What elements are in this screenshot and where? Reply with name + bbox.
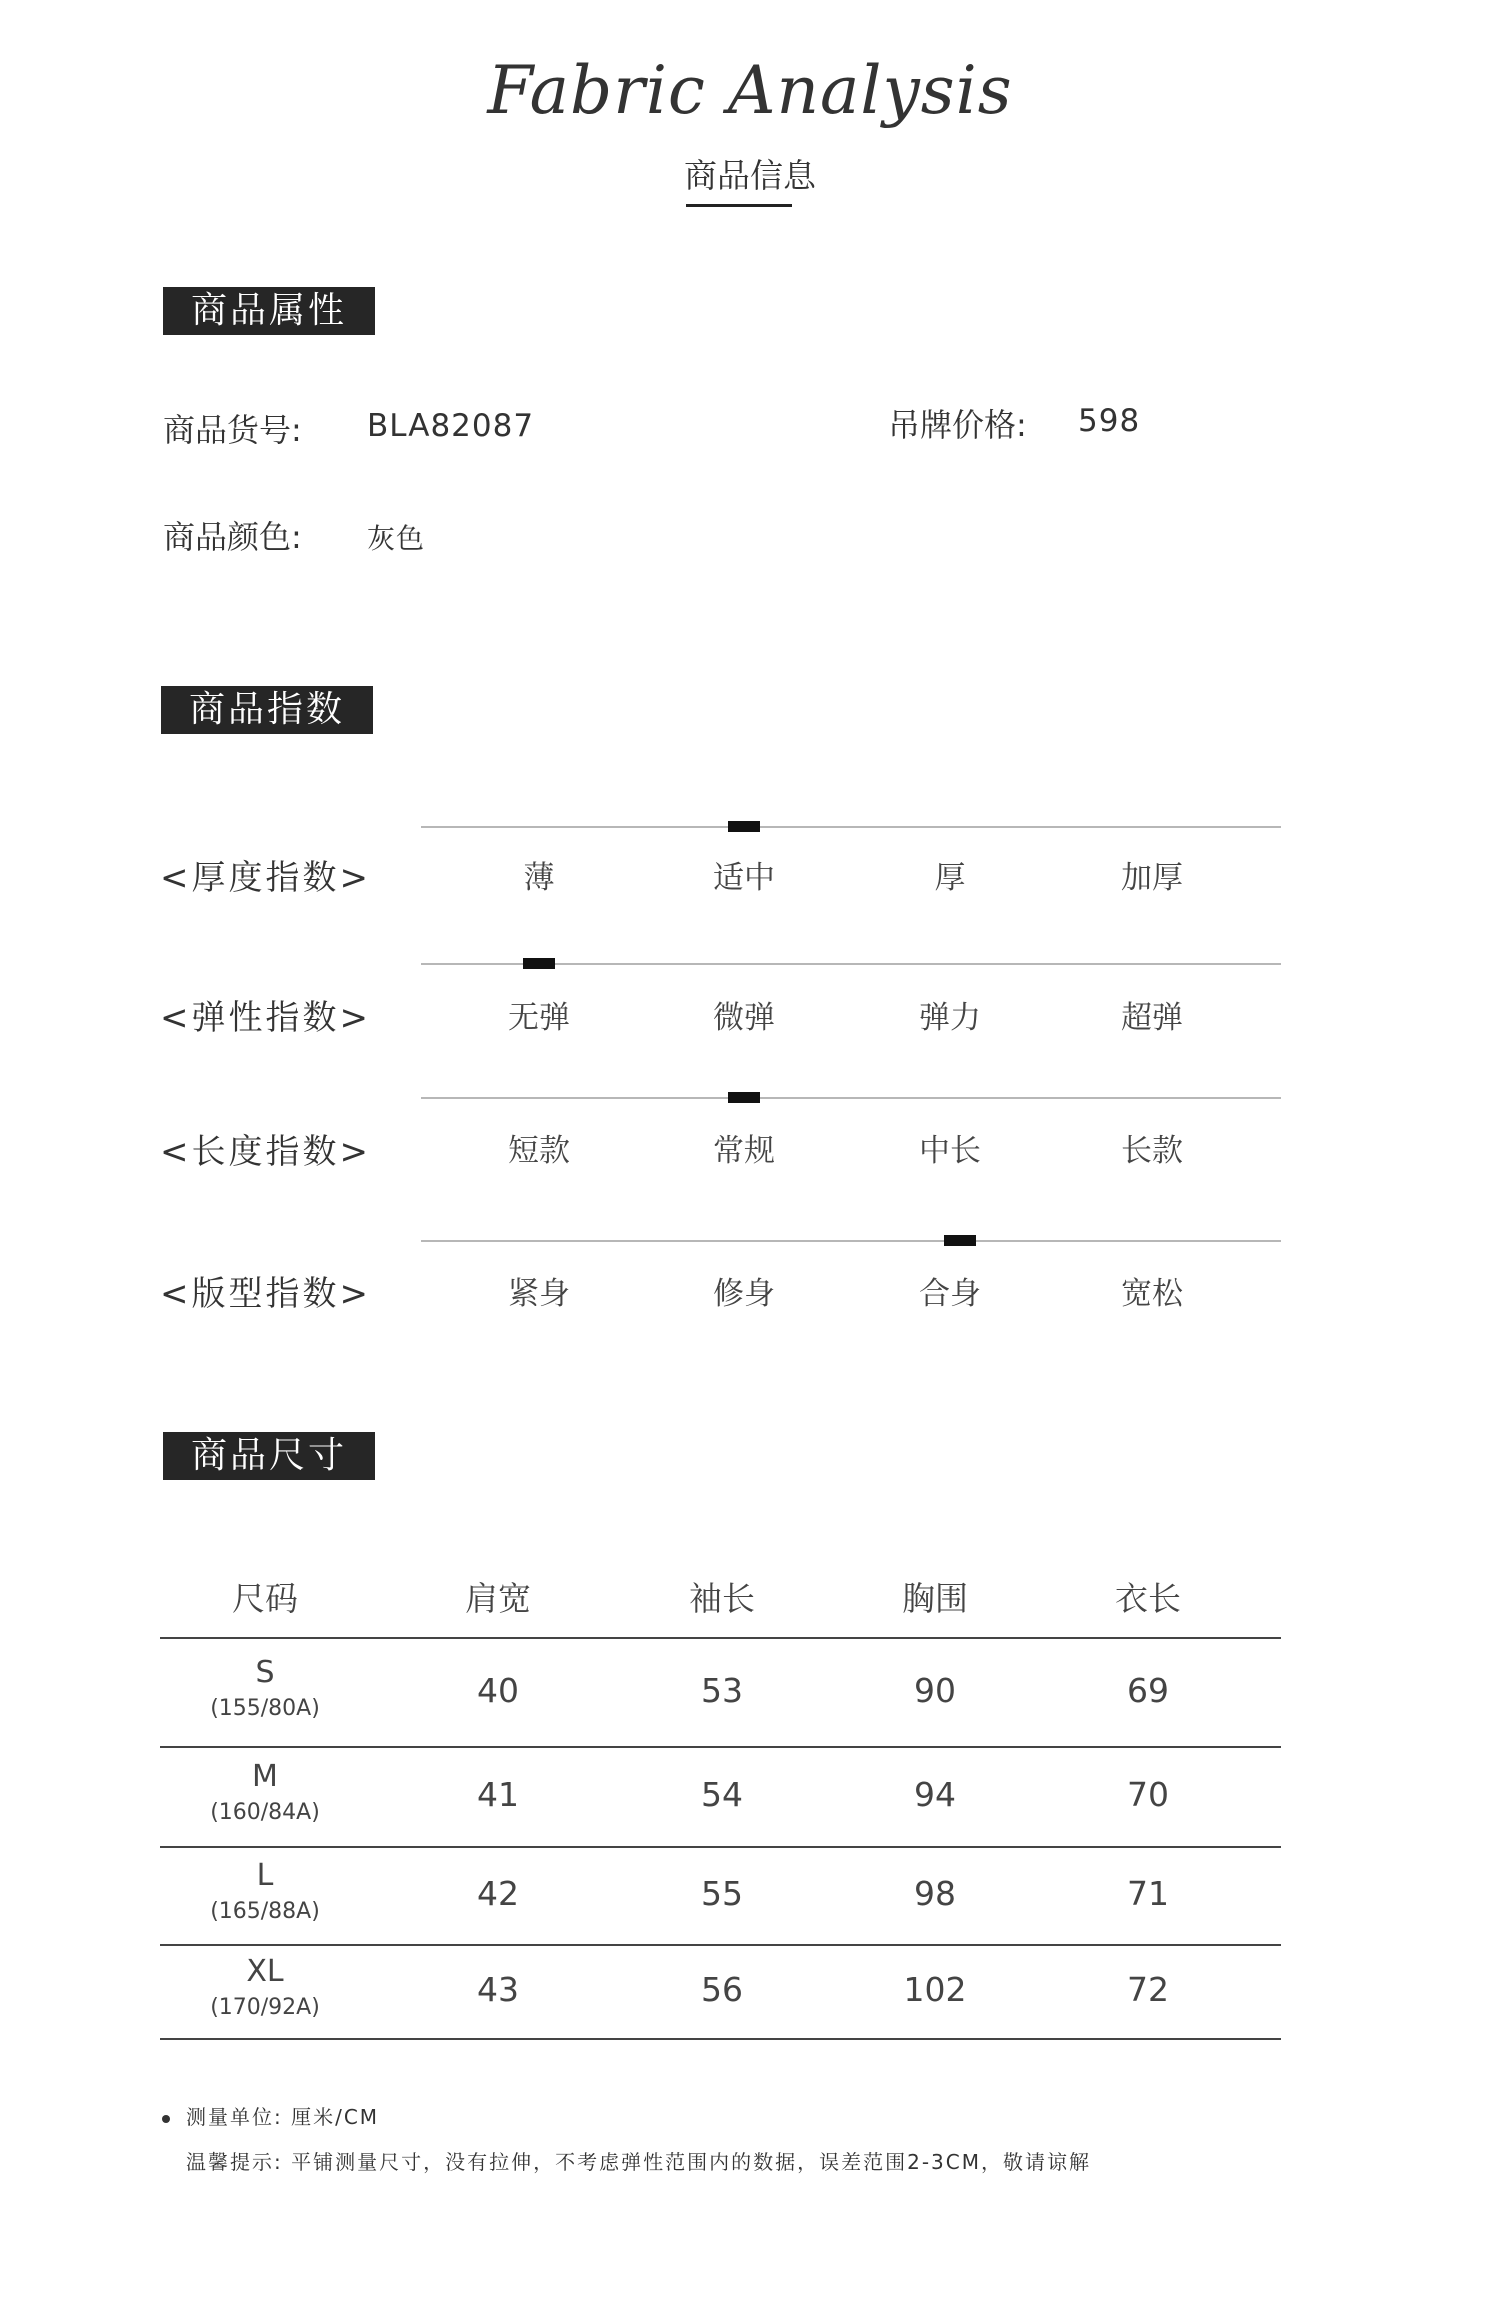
index-option: 厚 (934, 860, 966, 896)
index-label: <版型指数> (160, 1274, 371, 1314)
table-header-cell: 衣长 (1115, 1579, 1181, 1618)
page-subtitle: 商品信息 (684, 156, 816, 195)
table-header-cell: 尺码 (232, 1579, 298, 1618)
size-label: XL (246, 1954, 284, 1989)
price-label: 吊牌价格: (888, 406, 1027, 444)
table-cell: 69 (1127, 1670, 1169, 1710)
table-divider (160, 1846, 1281, 1848)
index-scale-line (421, 1240, 1281, 1242)
index-option: 无弹 (508, 1000, 570, 1036)
tip-note: 温馨提示: 平铺测量尺寸，没有拉伸，不考虑弹性范围内的数据，误差范围2-3CM，敬请谅解 (186, 2150, 1091, 2174)
index-option: 常规 (713, 1133, 775, 1169)
section-header-attributes: 商品属性 (163, 287, 375, 335)
table-cell: 98 (914, 1874, 956, 1913)
table-cell: 71 (1127, 1874, 1169, 1913)
size-spec: (165/88A) (210, 1899, 320, 1924)
index-option: 薄 (523, 860, 555, 896)
table-cell: 55 (701, 1874, 743, 1913)
index-scale-line (421, 826, 1281, 828)
index-marker (728, 1092, 760, 1103)
table-cell: 90 (914, 1670, 956, 1710)
table-cell: 72 (1127, 1970, 1169, 2009)
table-cell: 70 (1127, 1775, 1169, 1814)
table-cell: 42 (477, 1874, 519, 1913)
table-cell: 43 (477, 1970, 519, 2009)
index-option: 宽松 (1121, 1276, 1183, 1312)
page-title: Fabric Analysis (487, 52, 1013, 129)
table-cell: 54 (701, 1775, 743, 1814)
color-label: 商品颜色: (163, 518, 302, 556)
index-option: 修身 (713, 1276, 775, 1312)
index-option: 适中 (713, 860, 775, 896)
index-label: <弹性指数> (160, 998, 371, 1038)
table-cell: 41 (477, 1775, 519, 1814)
table-cell: 102 (903, 1970, 967, 2009)
index-marker (944, 1235, 976, 1246)
table-divider (160, 1637, 1281, 1639)
subtitle-underline (686, 204, 792, 207)
section-header-sizes: 商品尺寸 (163, 1432, 375, 1480)
size-spec: (155/80A) (210, 1695, 320, 1721)
color-value: 灰色 (367, 522, 426, 555)
table-cell: 40 (477, 1670, 519, 1710)
table-divider (160, 1944, 1281, 1946)
table-header-cell: 袖长 (689, 1579, 755, 1618)
index-option: 合身 (919, 1276, 981, 1312)
table-cell: 94 (914, 1775, 956, 1814)
index-option: 弹力 (919, 1000, 981, 1036)
size-label: S (255, 1654, 275, 1690)
table-header-cell: 胸围 (902, 1579, 968, 1618)
table-divider (160, 1746, 1281, 1748)
section-header-indices: 商品指数 (161, 686, 373, 734)
index-marker (728, 821, 760, 832)
index-option: 紧身 (508, 1276, 570, 1312)
index-option: 长款 (1121, 1133, 1183, 1169)
size-spec: (160/84A) (210, 1800, 320, 1825)
table-cell: 53 (701, 1670, 743, 1710)
index-marker (523, 958, 555, 969)
index-label: <长度指数> (160, 1132, 371, 1172)
index-option: 超弹 (1121, 1000, 1183, 1036)
index-option: 短款 (508, 1133, 570, 1169)
bullet-icon (162, 2115, 170, 2123)
index-option: 中长 (919, 1133, 981, 1169)
item-no-label: 商品货号: (163, 411, 302, 449)
index-label: <厚度指数> (160, 858, 371, 898)
size-label: L (256, 1858, 274, 1893)
unit-note: 测量单位: 厘米/CM (186, 2105, 380, 2129)
price-value: 598 (1078, 403, 1141, 439)
table-header-cell: 肩宽 (465, 1579, 531, 1618)
index-option: 加厚 (1121, 860, 1183, 896)
size-label: M (252, 1759, 278, 1794)
index-scale-line (421, 1097, 1281, 1099)
size-spec: (170/92A) (210, 1995, 320, 2020)
index-option: 微弹 (713, 1000, 775, 1036)
item-no-value: BLA82087 (367, 408, 535, 444)
table-cell: 56 (701, 1970, 743, 2009)
table-divider (160, 2038, 1281, 2040)
